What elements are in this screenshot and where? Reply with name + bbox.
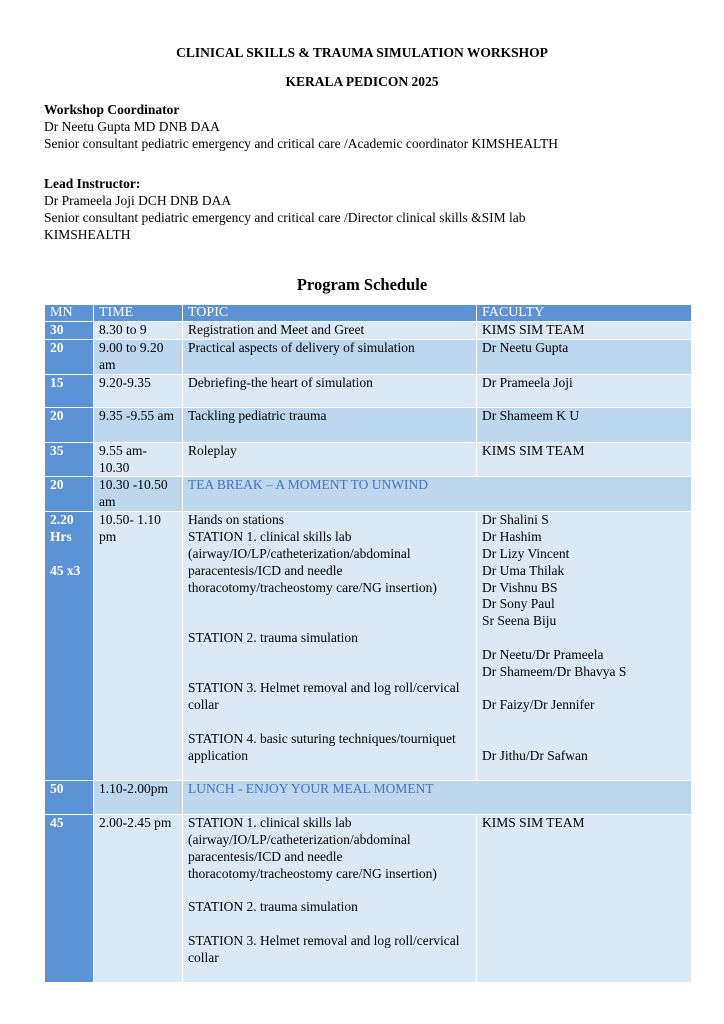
- coordinator-heading: Workshop Coordinator: [44, 102, 180, 117]
- workshop-title: CLINICAL SKILLS & TRAUMA SIMULATION WORKSHOP: [176, 45, 548, 60]
- coordinator-role: Senior consultant pediatric emergency and critical care /Academic coordinator KIMSHEALTH: [44, 136, 558, 151]
- row-topic: Registration and Meet and Greet: [183, 322, 477, 340]
- table-row: [45, 374, 692, 407]
- faculty-name: Dr Hashim: [482, 529, 542, 545]
- topic-station-4: STATION 4. basic suturing techniques/tourniquet application: [188, 730, 456, 763]
- coordinator-name: Dr Neetu Gupta MD DNB DAA: [44, 119, 220, 134]
- row-faculty: Dr Neetu Gupta: [477, 339, 692, 374]
- row-time: 9.55 am- 10.30: [94, 442, 183, 477]
- lead-heading: Lead Instructor:: [44, 176, 141, 191]
- schedule-table: [44, 304, 692, 983]
- table-header-row: [45, 305, 692, 322]
- row-faculty: [477, 512, 692, 781]
- table-row: [45, 322, 692, 340]
- row-faculty: Dr Shameem K U: [477, 407, 692, 442]
- event-subtitle: KERALA PEDICON 2025: [285, 74, 439, 89]
- table-row-tea-break: [45, 477, 692, 512]
- row-time: 1.10-2.00pm: [94, 781, 183, 815]
- topic-station-1: STATION 1. clinical skills lab (airway/IO/LP/catheterization/abdominal paracentesis/ICD and needle thoracotomy/tracheostomy care/NG insertion): [188, 815, 437, 881]
- row-mn: 20: [45, 339, 94, 374]
- schedule-title: Program Schedule: [296, 275, 428, 294]
- row-mn: 35: [45, 442, 94, 477]
- row-faculty: KIMS SIM TEAM: [477, 815, 692, 983]
- row-mn: 15: [45, 374, 94, 407]
- row-mn: 20: [45, 407, 94, 442]
- row-time: 9.20-9.35: [94, 374, 183, 407]
- faculty-name: Dr Shameem/Dr Bhavya S: [482, 663, 627, 679]
- table-row: [45, 442, 692, 477]
- column-header-mn: MN: [45, 305, 94, 322]
- faculty-name: Dr Faizy/Dr Jennifer: [482, 697, 595, 713]
- table-row-lunch: [45, 781, 692, 815]
- topic-station-3: STATION 3. Helmet removal and log roll/cervical collar: [188, 932, 460, 965]
- row-time: 9.35 -9.55 am: [94, 407, 183, 442]
- row-mn: 20: [45, 477, 94, 512]
- table-row: [45, 407, 692, 442]
- row-faculty: Dr Prameela Joji: [477, 374, 692, 407]
- table-row: [45, 339, 692, 374]
- row-topic: Practical aspects of delivery of simulation: [183, 339, 477, 374]
- topic-station-2: STATION 2. trauma simulation: [188, 629, 358, 645]
- row-time: 10.30 -10.50 am: [94, 477, 183, 512]
- faculty-name: Dr Vishnu BS: [482, 579, 558, 595]
- topic-station-3: STATION 3. Helmet removal and log roll/cervical collar: [188, 680, 460, 713]
- faculty-name: Dr Jithu/Dr Safwan: [482, 747, 588, 763]
- row-topic: [183, 512, 477, 781]
- column-header-topic: TOPIC: [183, 305, 477, 322]
- row-mn: [45, 512, 94, 781]
- row-time: 8.30 to 9: [94, 322, 183, 340]
- column-header-faculty: FACULTY: [477, 305, 692, 322]
- row-topic-break: TEA BREAK – A MOMENT TO UNWIND: [183, 477, 692, 512]
- lead-name: Dr Prameela Joji DCH DNB DAA: [44, 193, 232, 208]
- faculty-name: Sr Seena Biju: [482, 613, 557, 629]
- faculty-name: Dr Neetu/Dr Prameela: [482, 646, 604, 662]
- row-topic: [183, 815, 477, 983]
- row-faculty: KIMS SIM TEAM: [477, 322, 692, 340]
- row-time: 10.50- 1.10 pm: [94, 512, 183, 781]
- table-row-afternoon: [45, 815, 692, 983]
- row-mn: 30: [45, 322, 94, 340]
- column-header-time: TIME: [94, 305, 183, 322]
- row-topic: Debriefing-the heart of simulation: [183, 374, 477, 407]
- lead-role-line1: Senior consultant pediatric emergency and critical care /Director clinical skills &SIM lab: [44, 210, 526, 225]
- faculty-name: Dr Shalini S: [482, 512, 549, 528]
- row-mn-duration: 2.20 Hrs: [50, 512, 74, 545]
- faculty-name: Dr Lizy Vincent: [482, 545, 570, 561]
- row-mn: 50: [45, 781, 94, 815]
- row-topic-break: LUNCH - ENJOY YOUR MEAL MOMENT: [183, 781, 692, 815]
- lead-role-line2: KIMSHEALTH: [44, 227, 131, 242]
- faculty-name: Dr Uma Thilak: [482, 562, 565, 578]
- row-faculty: KIMS SIM TEAM: [477, 442, 692, 477]
- row-time: 2.00-2.45 pm: [94, 815, 183, 983]
- coordinator-block: [44, 101, 684, 152]
- row-topic: Roleplay: [183, 442, 477, 477]
- row-time: 9.00 to 9.20 am: [94, 339, 183, 374]
- lead-instructor-block: [44, 175, 684, 243]
- table-row-hands-on: [45, 512, 692, 781]
- topic-station-2: STATION 2. trauma simulation: [188, 899, 358, 915]
- topic-station-1: STATION 1. clinical skills lab (airway/IO/LP/catheterization/abdominal paracentesis/ICD and needle thoracotomy/tracheostomy care/NG insertion): [188, 529, 437, 595]
- topic-intro: Hands on stations: [188, 512, 284, 528]
- row-topic: Tackling pediatric trauma: [183, 407, 477, 442]
- row-mn: 45: [45, 815, 94, 983]
- row-mn-rotation: 45 x3: [50, 562, 81, 578]
- faculty-name: Dr Sony Paul: [482, 596, 555, 612]
